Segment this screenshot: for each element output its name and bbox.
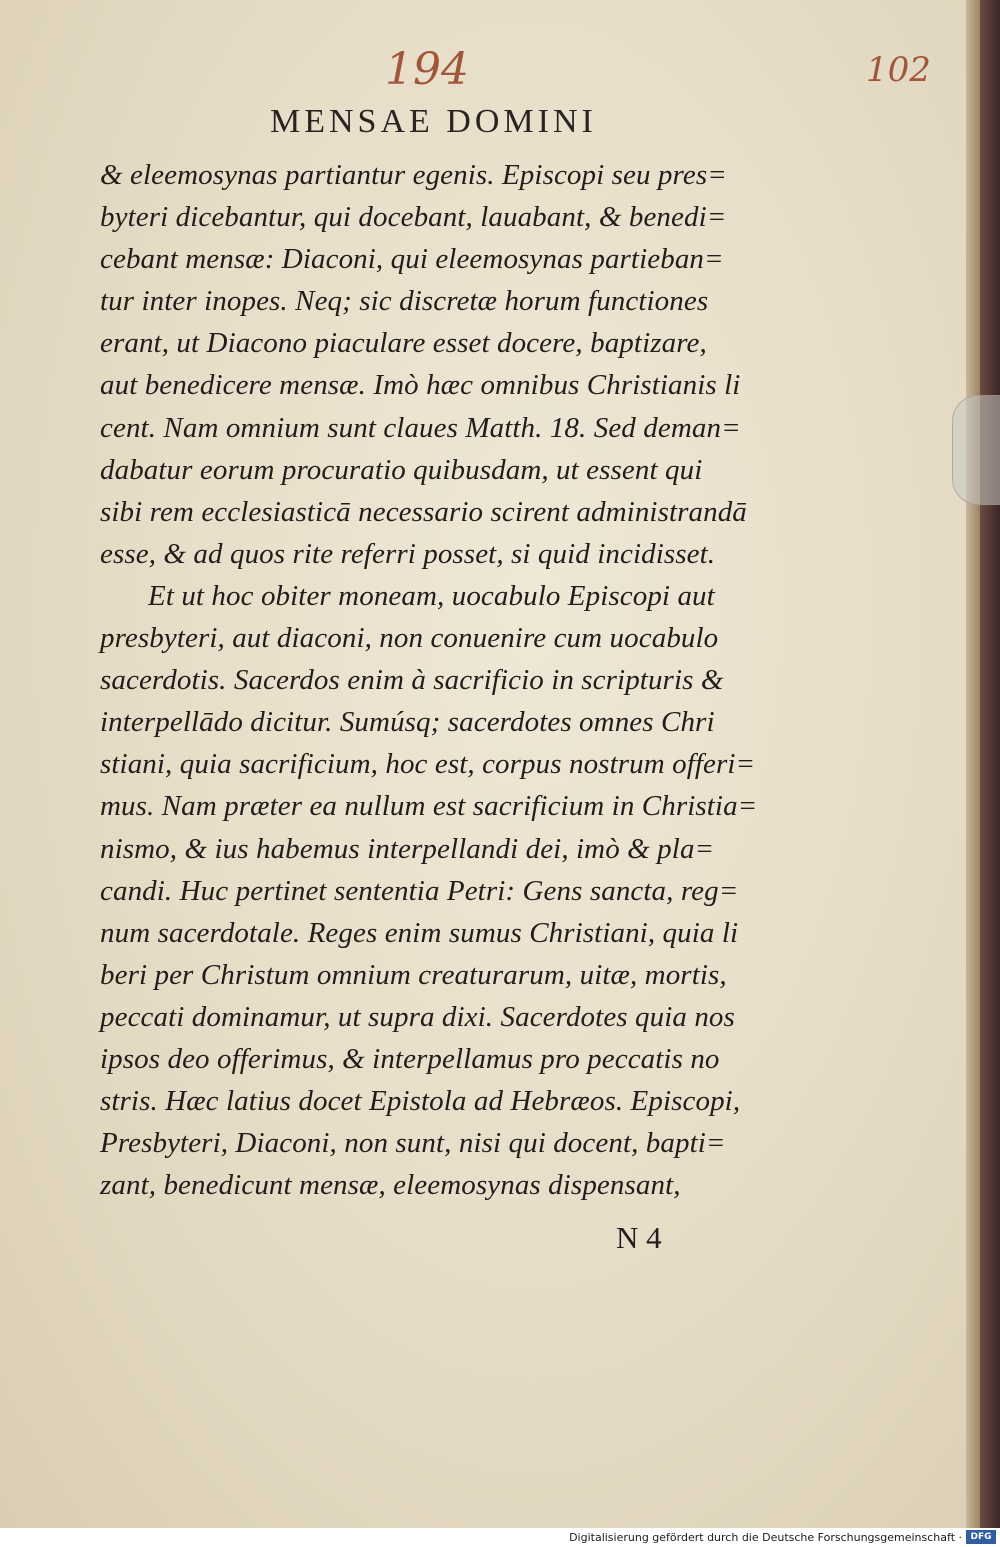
page-clip [952,395,1000,505]
text-line: aut benedicere mensæ. Imò hæc omnibus Christianis li [100,369,741,402]
text-line: candi. Huc pertinet sententia Petri: Gens sancta, reg= [100,874,739,907]
funding-credit: Digitalisierung gefördert durch die Deutsche Forschungsgemeinschaft · [569,1531,962,1544]
book-cover-edge [980,0,1000,1528]
dfg-logo-icon: DFG [966,1530,996,1544]
handwritten-folio-number: 194 [385,44,469,95]
text-line: tur inter inopes. Neq; sic discretæ horum functiones [100,285,709,318]
digitization-footer [0,1528,1000,1547]
text-line: sibi rem ecclesiasticā necessario scirent administrandā [100,495,747,528]
body-text [100,154,830,1206]
text-line: presbyteri, aut diaconi, non conuenire cum uocabulo [100,622,719,655]
text-line: dabatur eorum procuratio quibusdam, ut essent qui [100,453,703,486]
running-head: MENSAE DOMINI [270,103,597,140]
text-line: esse, & ad quos rite referri posset, si quid incidisset. [100,537,716,570]
text-line: byteri dicebantur, qui docebant, lauabant, & benedi= [100,201,727,234]
text-line: num sacerdotale. Reges enim sumus Christiani, quia li [100,916,739,949]
text-line: cebant mensæ: Diaconi, qui eleemosynas partieban= [100,243,724,276]
text-line: erant, ut Diacono piaculare esset docere, baptizare, [100,327,707,360]
text-line: interpellādo dicitur. Sumúsq; sacerdotes omnes Chri [100,706,715,739]
text-line: nismo, & ius habemus interpellandi dei, imò & pla= [100,832,715,865]
signature-mark: N 4 [616,1220,662,1255]
text-line: Presbyteri, Diaconi, non sunt, nisi qui docent, bapti= [100,1127,726,1160]
text-line: peccati dominamur, ut supra dixi. Sacerdotes quia nos [100,1000,735,1033]
text-line: stiani, quia sacrificium, hoc est, corpus nostrum offeri= [100,748,756,781]
handwritten-pencil-mark: 102 [866,50,931,90]
text-line: ipsos deo offerimus, & interpellamus pro peccatis no [100,1042,720,1075]
paragraph-start-line: Et ut hoc obiter moneam, uocabulo Episcopi aut [148,579,715,612]
text-line: zant, benedicunt mensæ, eleemosynas dispensant, [100,1169,681,1202]
text-line: beri per Christum omnium creaturarum, uitæ, mortis, [100,958,727,991]
page-edge [966,0,980,1528]
text-line: & eleemosynas partiantur egenis. Episcopi seu pres= [100,159,727,191]
text-line: mus. Nam præter ea nullum est sacrificium in Christia= [100,790,758,823]
text-line: sacerdotis. Sacerdos enim à sacrificio in scripturis & [100,664,724,697]
text-line: stris. Hæc latius docet Epistola ad Hebræos. Episcopi, [100,1085,741,1118]
text-line: cent. Nam omnium sunt claues Matth. 18. Sed deman= [100,411,741,444]
